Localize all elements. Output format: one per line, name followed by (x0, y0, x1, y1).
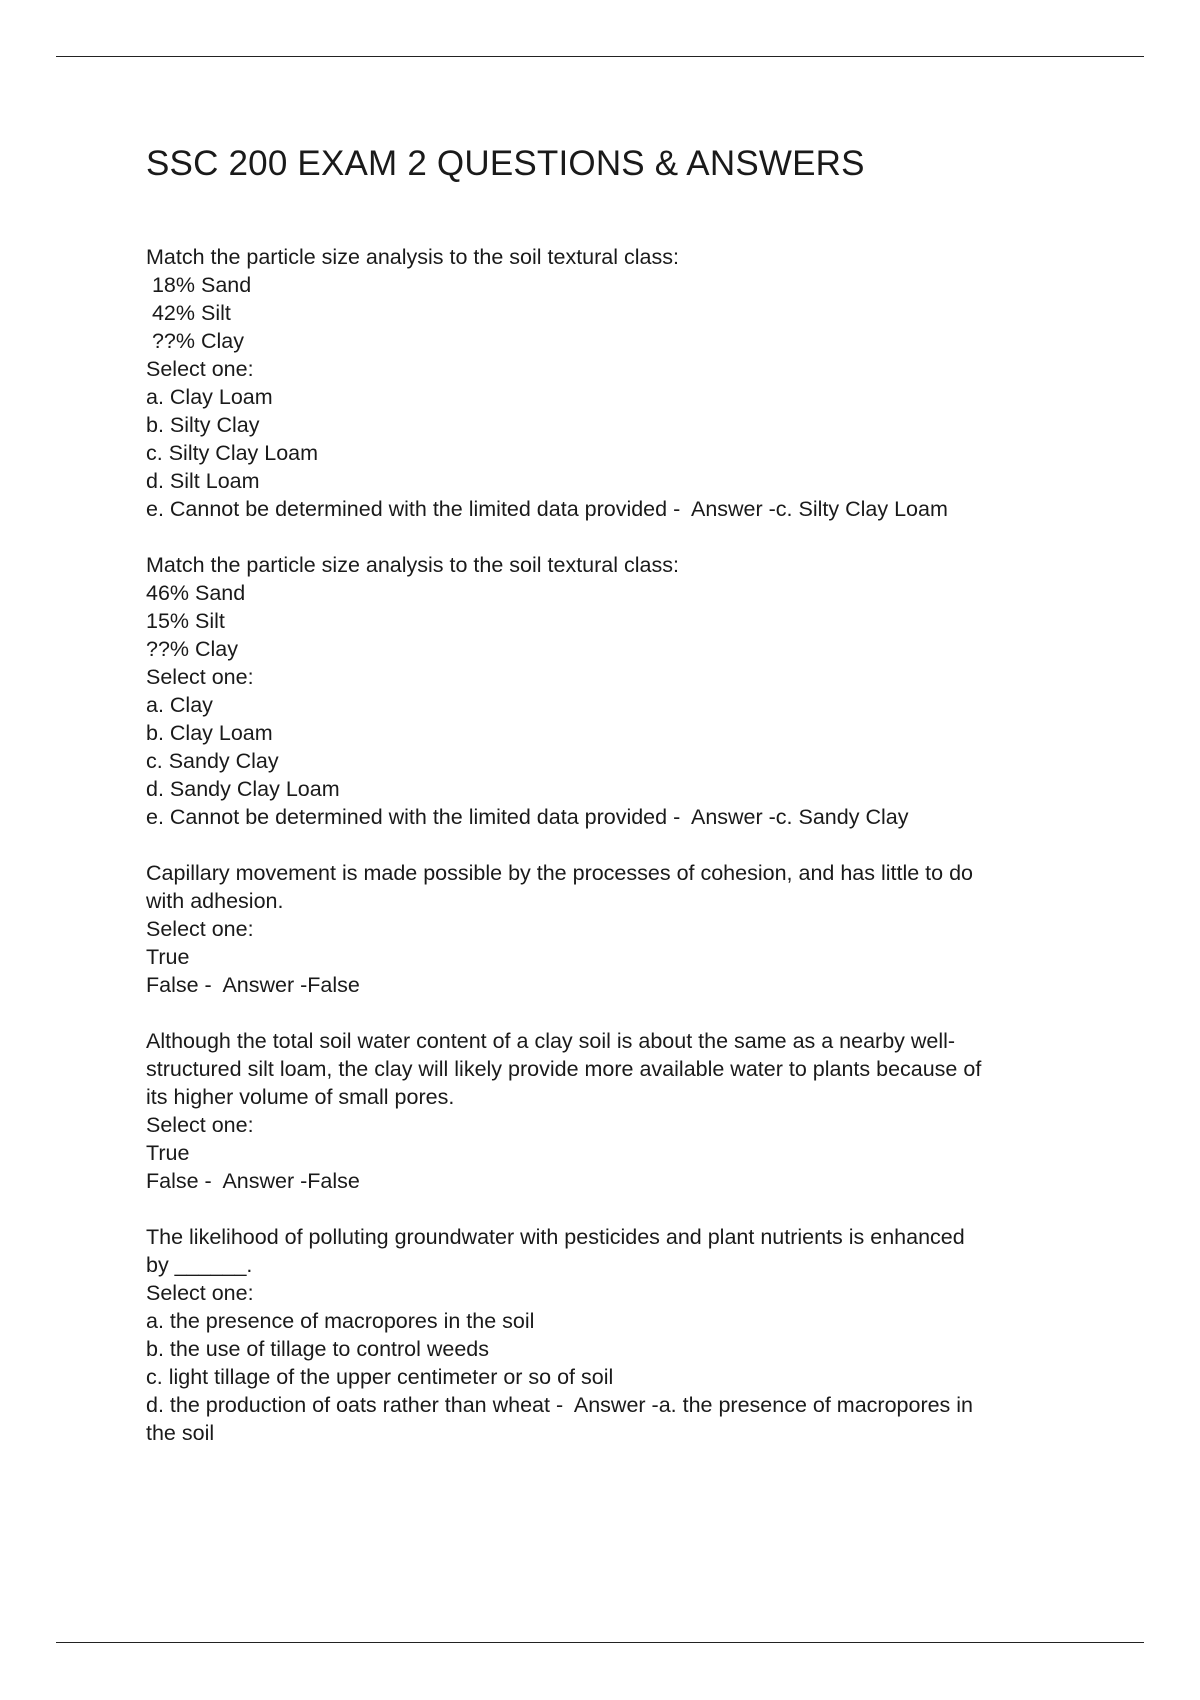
question-line: Match the particle size analysis to the soil textural class: (146, 553, 679, 577)
question-2 (146, 551, 1096, 831)
answer-option: e. Cannot be determined with the limited data provided - Answer -c. Silty Clay Loam (146, 497, 948, 521)
answer-option: d. the production of oats rather than wheat - Answer -a. the presence of macropores in (146, 1393, 974, 1417)
answer-option: c. Sandy Clay (146, 749, 279, 773)
question-line: 42% Silt (146, 301, 231, 325)
answer-option: a. Clay Loam (146, 385, 273, 409)
answer-option: False - Answer -False (146, 973, 360, 997)
question-line: Match the particle size analysis to the soil textural class: (146, 245, 679, 269)
answer-option: b. Silty Clay (146, 413, 260, 437)
question-line: Select one: (146, 357, 254, 381)
answer-option: c. light tillage of the upper centimeter or so of soil (146, 1365, 614, 1389)
answer-option: True (146, 945, 190, 969)
document-title: SSC 200 EXAM 2 QUESTIONS & ANSWERS (146, 144, 865, 183)
answer-option: True (146, 1141, 190, 1165)
question-line: 46% Sand (146, 581, 246, 605)
question-line: Capillary movement is made possible by the processes of cohesion, and has little to do (146, 861, 973, 885)
top-rule (56, 56, 1144, 57)
question-5 (146, 1223, 1096, 1447)
question-line: 18% Sand (146, 273, 252, 297)
question-line: with adhesion. (146, 889, 284, 913)
answer-option: a. Clay (146, 693, 213, 717)
question-line: structured silt loam, the clay will likely provide more available water to plants because of (146, 1057, 982, 1081)
question-line: The likelihood of polluting groundwater with pesticides and plant nutrients is enhanced (146, 1225, 965, 1249)
answer-option: b. the use of tillage to control weeds (146, 1337, 490, 1361)
answer-option: False - Answer -False (146, 1169, 360, 1193)
question-line: Select one: (146, 1281, 254, 1305)
question-list (146, 243, 1096, 1475)
question-line: ??% Clay (146, 637, 239, 661)
question-line: Select one: (146, 917, 254, 941)
question-line: by ______. (146, 1253, 253, 1277)
answer-option: b. Clay Loam (146, 721, 273, 745)
question-line: Select one: (146, 665, 254, 689)
question-line: Although the total soil water content of a clay soil is about the same as a nearby well- (146, 1029, 956, 1053)
question-3 (146, 859, 1096, 999)
question-line: its higher volume of small pores. (146, 1085, 455, 1109)
question-line: Select one: (146, 1113, 254, 1137)
answer-option: e. Cannot be determined with the limited data provided - Answer -c. Sandy Clay (146, 805, 909, 829)
answer-option: d. Silt Loam (146, 469, 260, 493)
answer-option: d. Sandy Clay Loam (146, 777, 340, 801)
question-line: ??% Clay (146, 329, 244, 353)
question-line: 15% Silt (146, 609, 225, 633)
answer-option: c. Silty Clay Loam (146, 441, 319, 465)
question-4 (146, 1027, 1096, 1195)
answer-option: the soil (146, 1421, 215, 1445)
question-1 (146, 243, 1096, 523)
answer-option: a. the presence of macropores in the soil (146, 1309, 535, 1333)
bottom-rule (56, 1642, 1144, 1643)
